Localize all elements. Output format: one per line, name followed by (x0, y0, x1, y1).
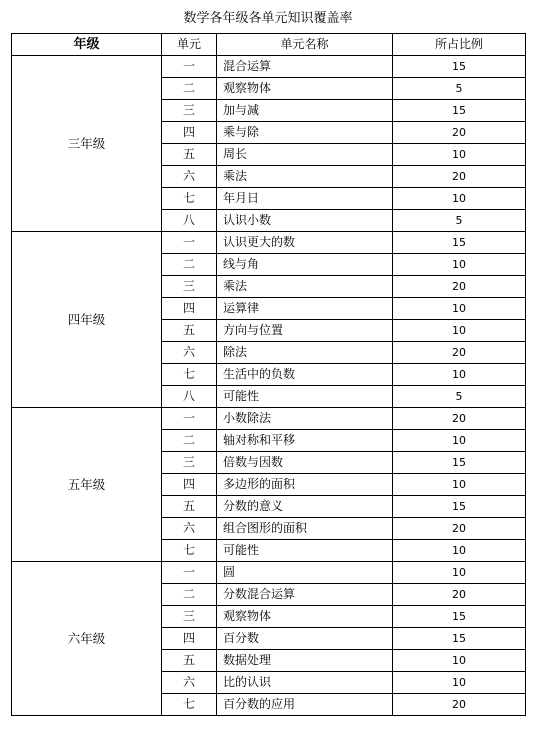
ratio-cell: 15 (393, 56, 526, 78)
unit-name-cell: 分数混合运算 (217, 584, 393, 606)
unit-name-cell: 生活中的负数 (217, 364, 393, 386)
page-title: 数学各年级各单元知识覆盖率 (183, 11, 353, 26)
ratio-cell: 5 (393, 210, 526, 232)
unit-number-cell: 五 (162, 144, 217, 166)
table-header-row (12, 34, 526, 56)
ratio-cell: 10 (393, 188, 526, 210)
ratio-cell: 15 (393, 452, 526, 474)
unit-number-cell: 四 (162, 628, 217, 650)
unit-name-cell: 数据处理 (217, 650, 393, 672)
ratio-cell: 20 (393, 122, 526, 144)
unit-number-cell: 八 (162, 210, 217, 232)
unit-name-cell: 分数的意义 (217, 496, 393, 518)
ratio-cell: 20 (393, 342, 526, 364)
header-unit-name: 单元名称 (217, 34, 393, 56)
unit-name-cell: 观察物体 (217, 78, 393, 100)
unit-number-cell: 四 (162, 474, 217, 496)
unit-number-cell: 六 (162, 342, 217, 364)
unit-number-cell: 三 (162, 276, 217, 298)
ratio-cell: 20 (393, 408, 526, 430)
coverage-table (11, 33, 526, 716)
ratio-cell: 20 (393, 166, 526, 188)
ratio-cell: 5 (393, 386, 526, 408)
ratio-cell: 10 (393, 562, 526, 584)
unit-name-cell: 年月日 (217, 188, 393, 210)
ratio-cell: 15 (393, 496, 526, 518)
unit-number-cell: 六 (162, 518, 217, 540)
unit-number-cell: 七 (162, 364, 217, 386)
unit-number-cell: 四 (162, 298, 217, 320)
ratio-cell: 10 (393, 672, 526, 694)
unit-number-cell: 七 (162, 540, 217, 562)
unit-name-cell: 运算律 (217, 298, 393, 320)
ratio-cell: 10 (393, 144, 526, 166)
ratio-cell: 10 (393, 540, 526, 562)
unit-name-cell: 小数除法 (217, 408, 393, 430)
unit-name-cell: 认识小数 (217, 210, 393, 232)
unit-number-cell: 五 (162, 496, 217, 518)
unit-number-cell: 一 (162, 232, 217, 254)
unit-name-cell: 线与角 (217, 254, 393, 276)
unit-number-cell: 六 (162, 166, 217, 188)
unit-name-cell: 百分数的应用 (217, 694, 393, 716)
ratio-cell: 10 (393, 254, 526, 276)
unit-name-cell: 多边形的面积 (217, 474, 393, 496)
unit-number-cell: 八 (162, 386, 217, 408)
unit-name-cell: 除法 (217, 342, 393, 364)
table-body (12, 56, 526, 716)
header-grade: 年级 (12, 34, 162, 56)
unit-name-cell: 乘法 (217, 276, 393, 298)
grade-cell: 三年级 (12, 56, 162, 232)
unit-name-cell: 圆 (217, 562, 393, 584)
unit-number-cell: 二 (162, 584, 217, 606)
unit-number-cell: 一 (162, 408, 217, 430)
header-ratio: 所占比例 (393, 34, 526, 56)
ratio-cell: 20 (393, 276, 526, 298)
unit-name-cell: 加与减 (217, 100, 393, 122)
unit-name-cell: 观察物体 (217, 606, 393, 628)
ratio-cell: 15 (393, 232, 526, 254)
table-row (12, 232, 526, 254)
unit-name-cell: 乘与除 (217, 122, 393, 144)
table-row (12, 408, 526, 430)
unit-number-cell: 二 (162, 254, 217, 276)
grade-cell: 五年级 (12, 408, 162, 562)
ratio-cell: 10 (393, 320, 526, 342)
unit-name-cell: 倍数与因数 (217, 452, 393, 474)
unit-name-cell: 百分数 (217, 628, 393, 650)
unit-number-cell: 三 (162, 452, 217, 474)
unit-number-cell: 五 (162, 320, 217, 342)
grade-cell: 四年级 (12, 232, 162, 408)
ratio-cell: 5 (393, 78, 526, 100)
unit-name-cell: 可能性 (217, 386, 393, 408)
unit-number-cell: 二 (162, 78, 217, 100)
unit-name-cell: 混合运算 (217, 56, 393, 78)
unit-name-cell: 轴对称和平移 (217, 430, 393, 452)
unit-number-cell: 三 (162, 100, 217, 122)
unit-name-cell: 认识更大的数 (217, 232, 393, 254)
ratio-cell: 10 (393, 364, 526, 386)
unit-number-cell: 五 (162, 650, 217, 672)
ratio-cell: 15 (393, 628, 526, 650)
unit-name-cell: 方向与位置 (217, 320, 393, 342)
unit-number-cell: 一 (162, 56, 217, 78)
unit-name-cell: 可能性 (217, 540, 393, 562)
ratio-cell: 15 (393, 100, 526, 122)
ratio-cell: 20 (393, 584, 526, 606)
unit-name-cell: 比的认识 (217, 672, 393, 694)
unit-number-cell: 三 (162, 606, 217, 628)
ratio-cell: 10 (393, 298, 526, 320)
unit-number-cell: 一 (162, 562, 217, 584)
table-row (12, 56, 526, 78)
unit-number-cell: 七 (162, 188, 217, 210)
ratio-cell: 20 (393, 518, 526, 540)
unit-number-cell: 二 (162, 430, 217, 452)
grade-cell: 六年级 (12, 562, 162, 716)
unit-name-cell: 周长 (217, 144, 393, 166)
unit-name-cell: 组合图形的面积 (217, 518, 393, 540)
header-unit: 单元 (162, 34, 217, 56)
table-row (12, 562, 526, 584)
ratio-cell: 10 (393, 430, 526, 452)
ratio-cell: 10 (393, 650, 526, 672)
ratio-cell: 15 (393, 606, 526, 628)
ratio-cell: 10 (393, 474, 526, 496)
unit-number-cell: 七 (162, 694, 217, 716)
ratio-cell: 20 (393, 694, 526, 716)
unit-name-cell: 乘法 (217, 166, 393, 188)
unit-number-cell: 六 (162, 672, 217, 694)
unit-number-cell: 四 (162, 122, 217, 144)
